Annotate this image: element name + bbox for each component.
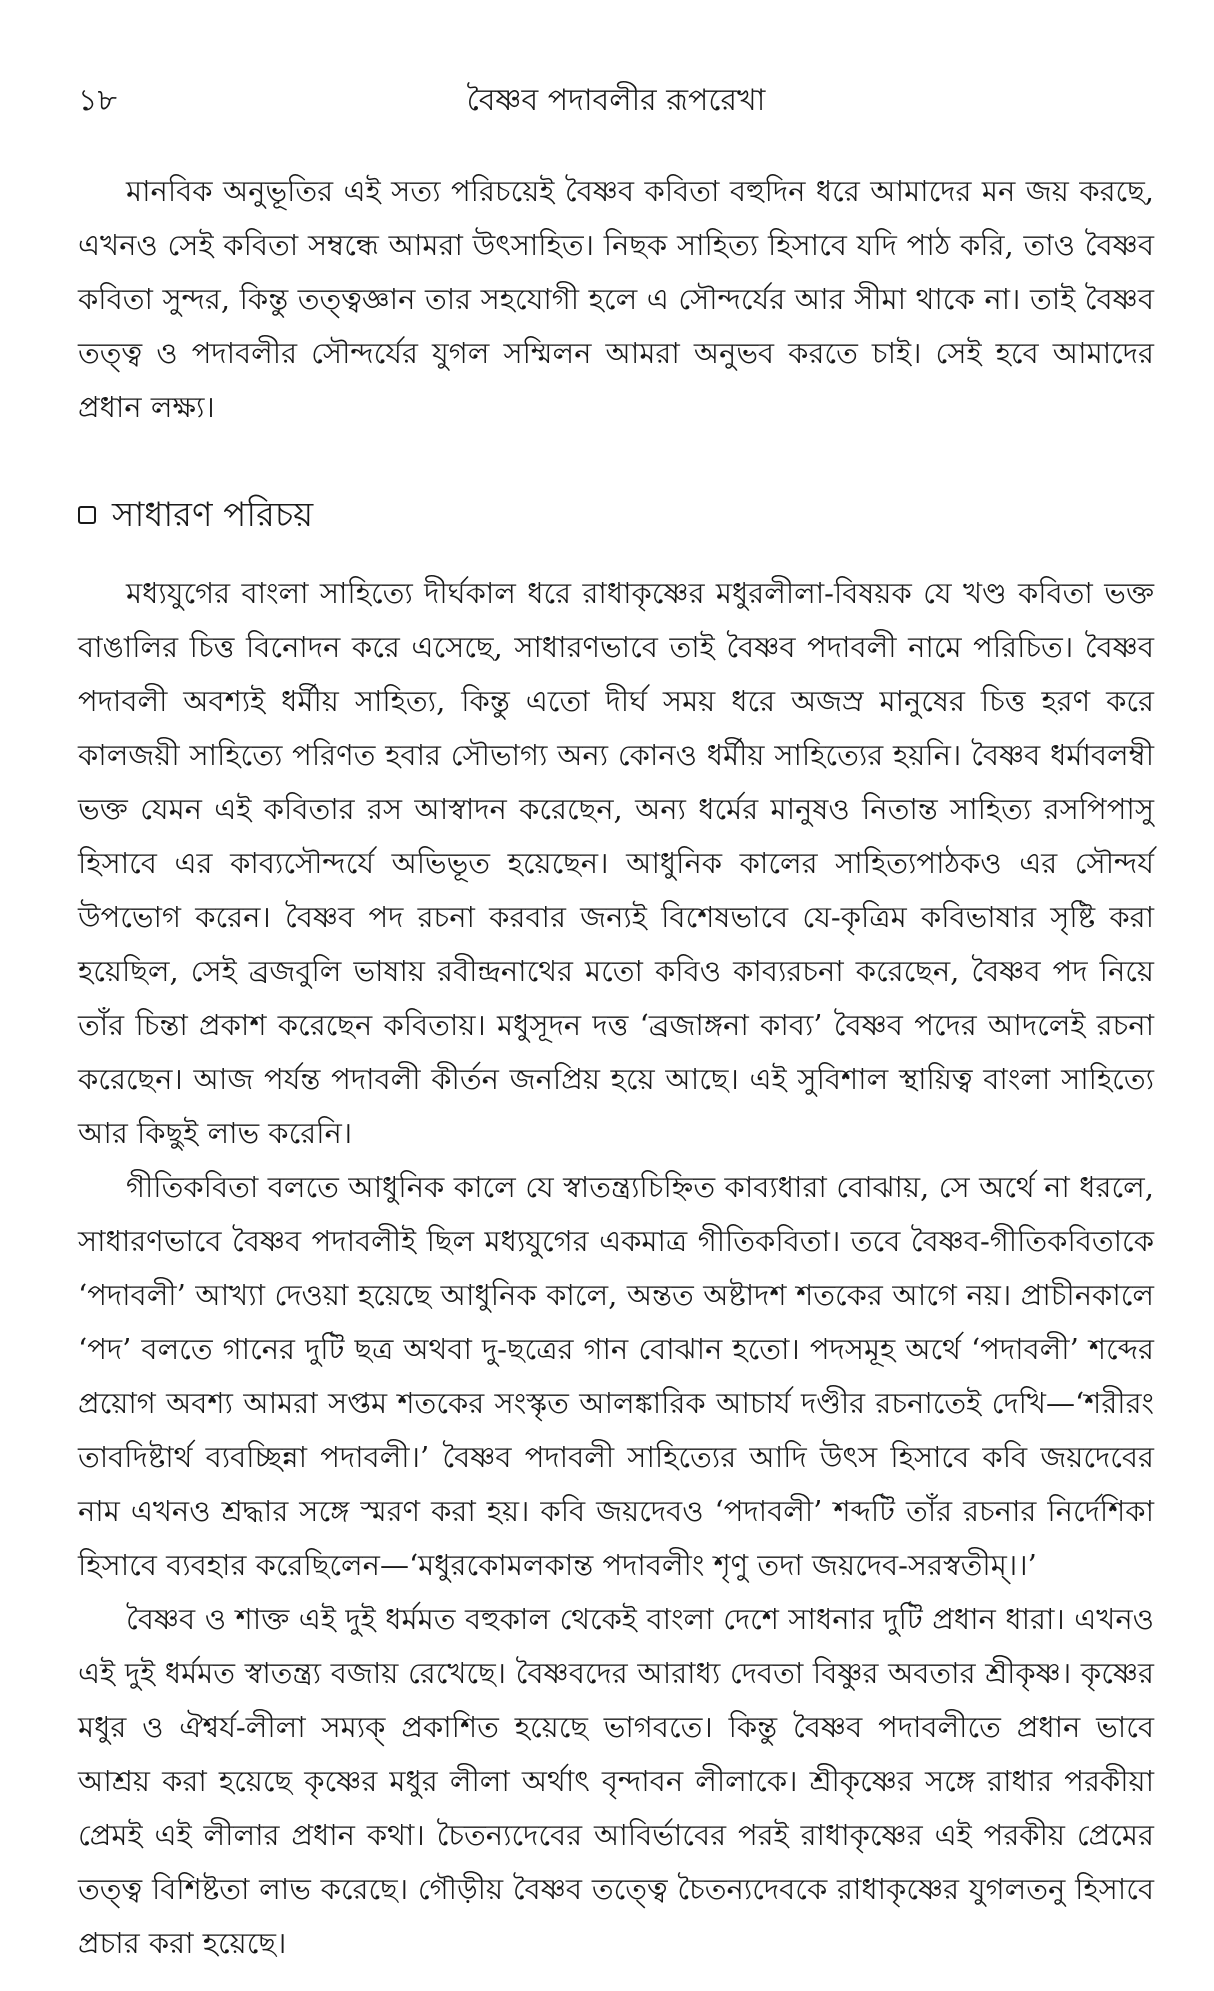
section-paragraph-2: গীতিকবিতা বলতে আধুনিক কালে যে স্বাতন্ত্র্যচিহ্নিত কাব্যধারা বোঝায়, সে অর্থে না ধরলে, সাধারণভাবে বৈষ্ণব পদাবলীই ছিল মধ্যযুগের একমাত্র গীতিকবিতা। তবে বৈষ্ণব-গীতিকবিতাকে ‘পদাবলী’ আখ্যা দেওয়া হয়েছে আধুনিক কালে, অন্তত অষ্টাদশ শতকের আগে নয়। প্রাচীনকালে ‘পদ’ বলতে গানের দুটি ছত্র অথবা দু-ছত্রের গান বোঝান হতো। পদসমূহ অর্থে ‘পদাবলী’ শব্দের প্রয়োগ অবশ্য আমরা সপ্তম শতকের সংস্কৃত আলঙ্কারিক আচার্য দণ্ডীর রচনাতেই দেখি—‘শরীরং তাবদিষ্টার্থ ব্যবচ্ছিন্না পদাবলী।’ বৈষ্ণব পদাবলী সাহিত্যের আদি উৎস হিসাবে কবি জয়দেবের নাম এখনও শ্রদ্ধার সঙ্গে স্মরণ করা হয়। কবি জয়দেবও ‘পদাবলী’ শব্দটি তাঁর রচনার নির্দেশিকা হিসাবে ব্যবহার করেছিলেন—‘মধুরকোমলকান্ত পদাবলীং শৃণু তদা জয়দেব-সরস্বতীম্।।’ <box>78 1170 1154 1582</box>
section-heading-text: সাধারণ পরিচয় <box>112 495 314 535</box>
section-paragraph-1: মধ্যযুগের বাংলা সাহিত্যে দীর্ঘকাল ধরে রাধাকৃষ্ণের মধুরলীলা-বিষয়ক যে খণ্ড কবিতা ভক্ত বাঙালির চিত্ত বিনোদন করে এসেছে, সাধারণভাবে তাই বৈষ্ণব পদাবলী নামে পরিচিত। বৈষ্ণব পদাবলী অবশ্যই ধর্মীয় সাহিত্য, কিন্তু এতো দীর্ঘ সময় ধরে অজস্র মানুষের চিত্ত হরণ করে কালজয়ী সাহিত্যে পরিণত হবার সৌভাগ্য অন্য কোনও ধর্মীয় সাহিত্যের হয়নি। বৈষ্ণব ধর্মাবলম্বী ভক্ত যেমন এই কবিতার রস আস্বাদন করেছেন, অন্য ধর্মের মানুষও নিতান্ত সাহিত্য রসপিপাসু হিসাবে এর কাব্যসৌন্দর্যে অভিভূত হয়েছেন। আধুনিক কালের সাহিত্যপাঠকও এর সৌন্দর্য উপভোগ করেন। বৈষ্ণব পদ রচনা করবার জন্যই বিশেষভাবে যে-কৃত্রিম কবিভাষার সৃষ্টি করা হয়েছিল, সেই ব্রজবুলি ভাষায় রবীন্দ্রনাথের মতো কবিও কাব্যরচনা করেছেন, বৈষ্ণব পদ নিয়ে তাঁর চিন্তা প্রকাশ করেছেন কবিতায়। মধুসূদন দত্ত ‘ব্রজাঙ্গনা কাব্য’ বৈষ্ণব পদের আদলেই রচনা করেছেন। আজ পর্যন্ত পদাবলী কীর্তন জনপ্রিয় হয়ে আছে। এই সুবিশাল স্থায়িত্ব বাংলা সাহিত্যে আর কিছুই লাভ করেনি। <box>78 576 1154 1150</box>
square-bullet-icon <box>78 506 96 524</box>
running-header <box>78 70 1154 126</box>
running-title: বৈষ্ণব পদাবলীর রূপরেখা <box>466 83 766 118</box>
section-heading <box>78 490 1154 540</box>
page-number: ১৮ <box>78 83 117 118</box>
section-paragraph-3: বৈষ্ণব ও শাক্ত এই দুই ধর্মমত বহুকাল থেকেই বাংলা দেশে সাধনার দুটি প্রধান ধারা। এখনও এই দুই ধর্মমত স্বাতন্ত্র্য বজায় রেখেছে। বৈষ্ণবদের আরাধ্য দেবতা বিষ্ণুর অবতার শ্রীকৃষ্ণ। কৃষ্ণের মধুর ও ঐশ্বর্য-লীলা সম্যক্ প্রকাশিত হয়েছে ভাগবতে। কিন্তু বৈষ্ণব পদাবলীতে প্রধান ভাবে আশ্রয় করা হয়েছে কৃষ্ণের মধুর লীলা অর্থাৎ বৃন্দাবন লীলাকে। শ্রীকৃষ্ণের সঙ্গে রাধার পরকীয়া প্রেমই এই লীলার প্রধান কথা। চৈতন্যদেবের আবির্ভাবের পরই রাধাকৃষ্ণের এই পরকীয় প্রেমের তত্ত্ব বিশিষ্টতা লাভ করেছে। গৌড়ীয় বৈষ্ণব তত্ত্বে চৈতন্যদেবকে রাধাকৃষ্ণের যুগলতনু হিসাবে প্রচার করা হয়েছে। <box>78 1602 1154 1960</box>
intro-paragraph: মানবিক অনুভূতির এই সত্য পরিচয়েই বৈষ্ণব কবিতা বহুদিন ধরে আমাদের মন জয় করছে, এখনও সেই কবিতা সম্বন্ধে আমরা উৎসাহিত। নিছক সাহিত্য হিসাবে যদি পাঠ করি, তাও বৈষ্ণব কবিতা সুন্দর, কিন্তু তত্ত্বজ্ঞান তার সহযোগী হলে এ সৌন্দর্যের আর সীমা থাকে না। তাই বৈষ্ণব তত্ত্ব ও পদাবলীর সৌন্দর্যের যুগল সম্মিলন আমরা অনুভব করতে চাই। সেই হবে আমাদের প্রধান লক্ষ্য। <box>78 174 1154 424</box>
